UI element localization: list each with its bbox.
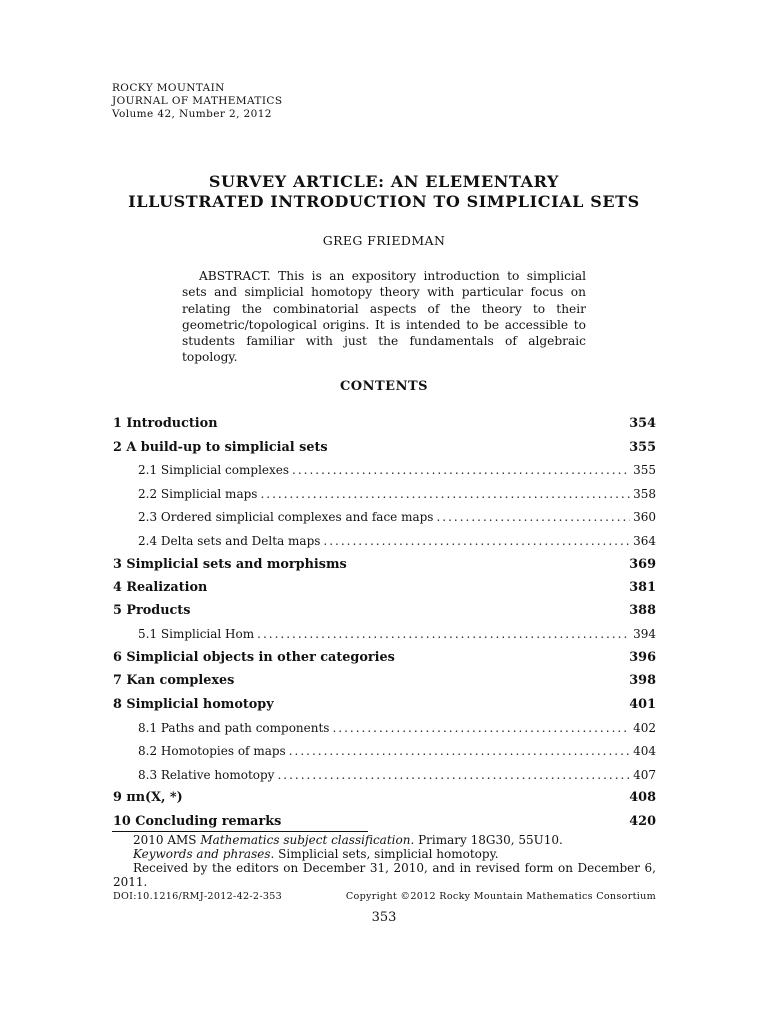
abstract: ABSTRACT. This is an expository introduction to simplicial sets and simplicial homotopy theory with particular focus on relating the combinatorial aspects of the theory to their geometric/topological origins. It is intended to be accessible to students familiar with just the fundamentals of algebraic topology. — [182, 269, 586, 365]
toc-entry-page: 388 — [629, 603, 656, 619]
toc-entry[interactable] — [113, 435, 656, 458]
toc-entry[interactable] — [113, 552, 656, 575]
doi-line — [113, 891, 656, 902]
title-line-2: ILLUSTRATED INTRODUCTION TO SIMPLICIAL SETS — [128, 192, 640, 211]
toc-entry-page: 354 — [629, 416, 656, 432]
toc-entry-title: 6 Simplicial objects in other categories — [113, 650, 395, 666]
toc-entry-title: 9 πn(X, *) — [113, 790, 183, 806]
toc-entry-title: 2 A build-up to simplicial sets — [113, 439, 328, 455]
toc-subentry[interactable] — [113, 529, 656, 552]
journal-header — [112, 82, 282, 121]
toc-entry-title: 8 Simplicial homotopy — [113, 696, 274, 712]
toc-entry[interactable] — [113, 669, 656, 692]
toc-entry-page: 360 — [633, 510, 656, 525]
toc-entry-title: 8.2 Homotopies of maps — [138, 744, 286, 759]
toc-entry-page: 364 — [633, 533, 656, 548]
toc-subentry[interactable] — [113, 459, 656, 482]
toc-entry-page: 398 — [629, 673, 656, 689]
received-dates: Received by the editors on December 31, 2010, and in revised form on December 6, 2011. — [113, 861, 656, 889]
toc-subentry[interactable] — [113, 716, 656, 739]
toc-entry-page: 401 — [629, 696, 656, 712]
table-of-contents — [113, 412, 656, 833]
leader-dots — [332, 721, 630, 735]
toc-entry-title: 8.3 Relative homotopy — [138, 767, 275, 782]
ams-classification: 2010 AMS Mathematics subject classification. Primary 18G30, 55U10. — [133, 833, 563, 847]
copyright: Copyright ©2012 Rocky Mountain Mathematics Consortium — [345, 891, 656, 902]
leader-dots — [257, 627, 630, 641]
toc-entry-page: 402 — [633, 720, 656, 735]
toc-entry[interactable] — [113, 786, 656, 809]
article-title — [100, 172, 668, 212]
toc-entry-title: 2.3 Ordered simplicial complexes and face maps — [138, 510, 434, 525]
toc-entry-page: 420 — [629, 813, 656, 829]
toc-entry-title: 3 Simplicial sets and morphisms — [113, 556, 347, 572]
leader-dots — [323, 534, 630, 548]
toc-entry[interactable] — [113, 576, 656, 599]
toc-entry-page: 358 — [633, 486, 656, 501]
title-line-1: SURVEY ARTICLE: AN ELEMENTARY — [208, 172, 560, 191]
journal-volume: Volume 42, Number 2, 2012 — [112, 108, 272, 120]
toc-subentry[interactable] — [113, 739, 656, 762]
toc-entry-page: 408 — [629, 790, 656, 806]
toc-subentry[interactable] — [113, 763, 656, 786]
toc-entry-title: 4 Realization — [113, 579, 208, 595]
toc-entry-title: 10 Concluding remarks — [113, 813, 282, 829]
toc-subentry[interactable] — [113, 482, 656, 505]
toc-entry-page: 407 — [633, 767, 656, 782]
toc-entry-page: 394 — [633, 627, 656, 642]
toc-entry[interactable] — [113, 412, 656, 435]
keywords: Keywords and phrases. Simplicial sets, simplicial homotopy. — [133, 847, 499, 861]
toc-entry-title: 2.4 Delta sets and Delta maps — [138, 533, 321, 548]
toc-subentry[interactable] — [113, 623, 656, 646]
leader-dots — [292, 463, 630, 477]
leader-dots — [289, 744, 630, 758]
author-name: GREG FRIEDMAN — [322, 233, 446, 248]
contents-heading: CONTENTS — [339, 379, 429, 394]
toc-entry[interactable] — [113, 646, 656, 669]
leader-dots — [277, 768, 630, 782]
toc-entry[interactable] — [113, 693, 656, 716]
footnote-rule — [112, 831, 368, 832]
toc-entry-page: 396 — [629, 650, 656, 666]
leader-dots — [436, 510, 630, 524]
toc-entry-title: 2.2 Simplicial maps — [138, 486, 258, 501]
leader-dots — [260, 487, 630, 501]
toc-entry-page: 355 — [633, 463, 656, 478]
toc-entry-page: 369 — [629, 556, 656, 572]
toc-entry-title: 7 Kan complexes — [113, 673, 235, 689]
journal-name-line2: JOURNAL OF MATHEMATICS — [112, 95, 283, 107]
toc-entry-title: 8.1 Paths and path components — [138, 720, 330, 735]
toc-entry[interactable] — [113, 599, 656, 622]
footnotes — [113, 833, 656, 889]
toc-entry-page: 404 — [633, 744, 656, 759]
journal-name-line1: ROCKY MOUNTAIN — [112, 82, 225, 94]
toc-entry-page: 355 — [629, 439, 656, 455]
toc-entry-page: 381 — [629, 579, 656, 595]
toc-entry-title: 5 Products — [113, 603, 191, 619]
toc-entry-title: 2.1 Simplicial complexes — [138, 463, 290, 478]
toc-subentry[interactable] — [113, 506, 656, 529]
page-number: 353 — [371, 910, 397, 925]
doi[interactable]: DOI:10.1216/RMJ-2012-42-2-353 — [113, 891, 283, 902]
toc-entry[interactable] — [113, 810, 656, 833]
toc-entry-title: 1 Introduction — [113, 416, 218, 432]
toc-entry-title: 5.1 Simplicial Hom — [138, 627, 255, 642]
